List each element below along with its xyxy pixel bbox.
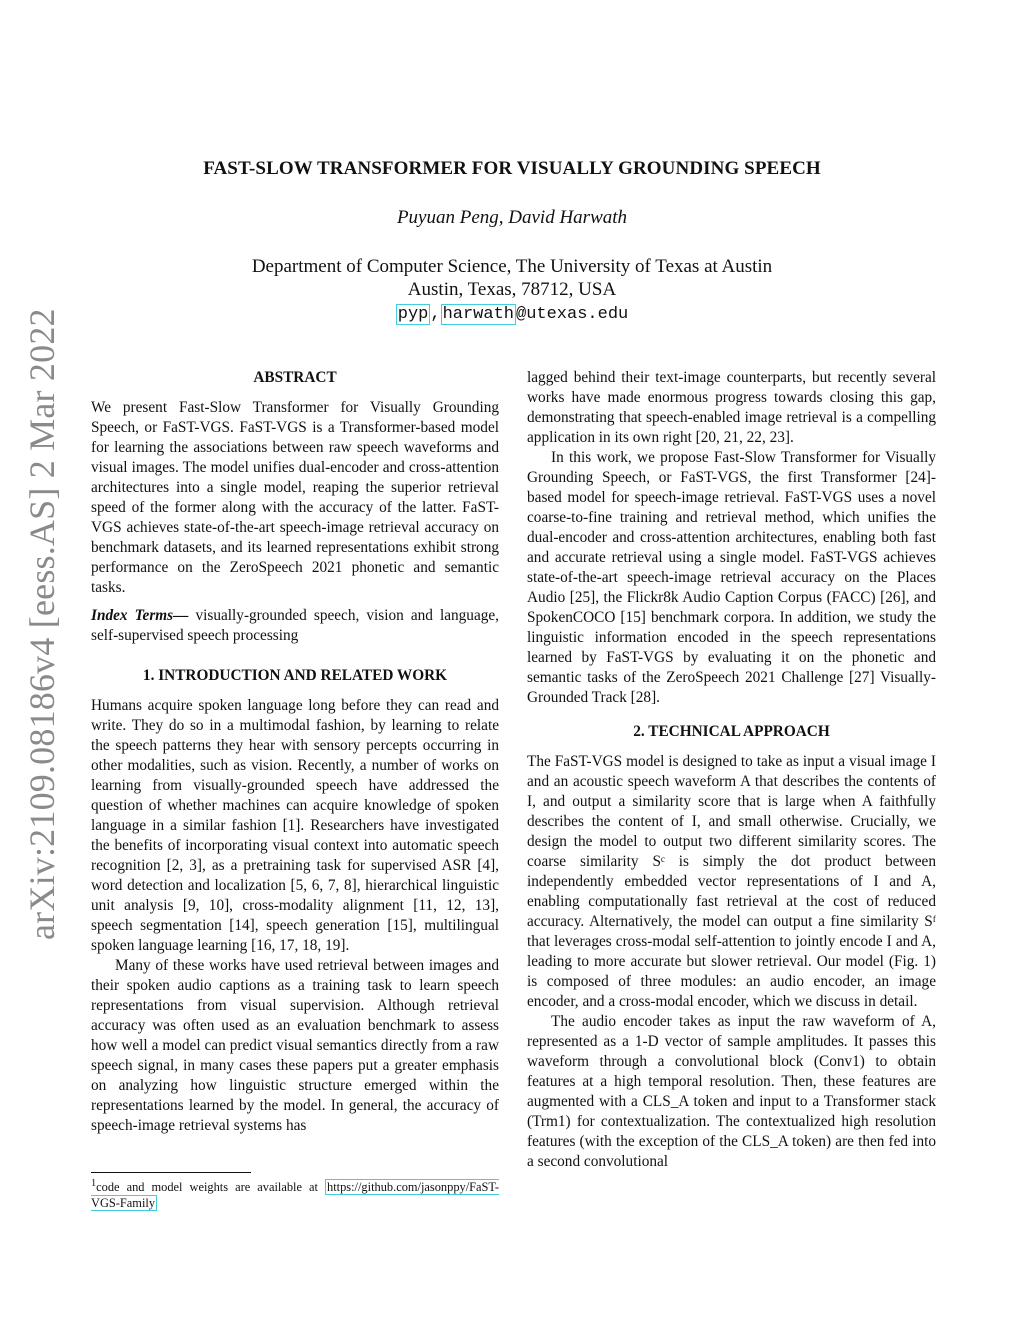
section-1-paragraph-1: Humans acquire spoken language long before they can read and write. They do so in a multimodal fashion, by learning to relate the speech patterns they hear with sensory percepts occurring in other modalities, such as vision. Recently, a number of works on learning from visually-grounded speech have addressed the question of whether machines can acquire knowledge of spoken language in a similar fashion [1]. Researchers have investigated the benefits of incorporating visual context into automatic speech recognition [2, 3], as a pretraining task for supervised ASR [4], word detection and localization [5, 6, 7, 8], hierarchical linguistic unit analysis [9, 10], cross-modality alignment [11, 12, 13], speech segmentation [14], speech generation [15], multilingual spoken language learning [16, 17, 18, 19].	[91, 697, 499, 954]
abstract-text: We present Fast-Slow Transformer for Visually Grounding Speech, or FaST-VGS. FaST-VGS is a Transformer-based model for learning the associations between raw speech waveforms and visual images. The model unifies dual-encoder and cross-attention architectures into a single model, reaping the superior retrieval speed of the former along with the accuracy of the latter. FaST-VGS achieves state-of-the-art speech-image retrieval accuracy on benchmark datasets, and its learned representations exhibit strong performance on the ZeroSpeech 2021 phonetic and semantic tasks.	[91, 399, 499, 596]
affiliation	[0, 255, 1024, 326]
index-terms-text: visually-grounded speech, vision and language, self-supervised speech processing	[91, 607, 499, 644]
right-paragraph-1: lagged behind their text-image counterparts, but recently several works have made enormous progress towards closing this gap, demonstrating that speech-enabled image retrieval is a compelling application in its own right [20, 21, 22, 23].	[527, 369, 936, 446]
affiliation-line-1: Department of Computer Science, The University of Texas at Austin	[251, 256, 773, 277]
email-line	[0, 301, 1024, 326]
footnote-text: code and model weights are available at	[96, 1180, 318, 1195]
right-paragraph-2: In this work, we propose Fast-Slow Transformer for Visually Grounding Speech, or FaST-VGS, the first Transformer [24]-based model for speech-image retrieval. FaST-VGS uses a novel coarse-to-fine training and retrieval method, which unifies the dual-encoder and cross-attention architectures, enabling both fast and accurate retrieval using a single model. FaST-VGS achieves state-of-the-art speech-image retrieval accuracy on the Places Audio [25], the Flickr8k Audio Caption Corpus (FACC) [26], and SpokenCOCO [15] benchmark corpora. In addition, we study the linguistic information encoded in the speech representations learned by FaST-VGS by evaluating it on the phonetic and semantic tasks of the ZeroSpeech 2021 Challenge [27] Visually-Grounded Track [28].	[527, 449, 936, 706]
arxiv-identifier: arXiv:2109.08186v4 [eess.AS] 2 Mar 2022	[22, 308, 62, 940]
footnote-github-link[interactable]: https://github.com/jasonppy/FaST-VGS-Family	[91, 1180, 499, 1211]
index-terms	[91, 606, 499, 646]
section-1-paragraph-2: Many of these works have used retrieval between images and their spoken audio captions as a training task to learn speech representations from visual supervision. Although retrieval accuracy was often used as an evaluation benchmark to assess how well a model can predict visual semantics directly from a raw speech signal, in many cases these papers put a greater emphasis on analyzing how linguistic structure emerged within the representations learned by the model. In general, the accuracy of speech-image retrieval systems has	[91, 957, 499, 1134]
email-separator: ,	[430, 305, 441, 324]
section-2-paragraph-2: The audio encoder takes as input the raw waveform of A, represented as a 1-D vector of sample amplitudes. It passes this waveform through a convolutional block (Conv1) to obtain features at a high temporal resolution. Then, these features are augmented with a CLS_A token and input to a Transformer stack (Trm1) for contextualization. The contextualized high resolution features (with the exception of the CLS_A token) are then fed into a second convolutional	[527, 1013, 936, 1170]
footnote-rule	[91, 1172, 251, 1173]
index-terms-label: Index Terms—	[91, 607, 189, 624]
affiliation-line-2: Austin, Texas, 78712, USA	[407, 279, 617, 300]
abstract-heading: ABSTRACT	[253, 369, 337, 386]
paper-title: FAST-SLOW TRANSFORMER FOR VISUALLY GROUNDING SPEECH	[203, 158, 821, 179]
paper-authors: Puyuan Peng, David Harwath	[396, 207, 628, 228]
right-column	[527, 368, 936, 1172]
email-link-harwath[interactable]: harwath	[442, 305, 514, 324]
left-column	[91, 368, 499, 1136]
section-2-heading: 2. TECHNICAL APPROACH	[633, 723, 830, 740]
email-domain: @utexas.edu	[516, 305, 629, 324]
section-1-heading: 1. INTRODUCTION AND RELATED WORK	[142, 667, 448, 684]
footnote: $^1$code and model weights are available at https://github.com/jasonppy/FaST-VGS-Family	[91, 1178, 499, 1211]
section-2-paragraph-1: The FaST-VGS model is designed to take as input a visual image I and an acoustic speech waveform A that describes the contents of I, and output a similarity score that is large when A faithfully describes the content of I, and small otherwise. Crucially, we design the model to output two different similarity scores. The coarse similarity Sᶜ is simply the dot product between independently embedded vector representations of I and A, enabling computationally fast retrieval at the cost of reduced accuracy. Alternatively, the model can output a fine similarity Sᶠ that leverages cross-modal self-attention to jointly encode I and A, leading to more accurate but slower retrieval. Our model (Fig. 1) is composed of three modules: an audio encoder, an image encoder, and a cross-modal encoder, which we discuss in detail.	[527, 753, 936, 1010]
email-link-pyp[interactable]: pyp	[397, 305, 429, 324]
